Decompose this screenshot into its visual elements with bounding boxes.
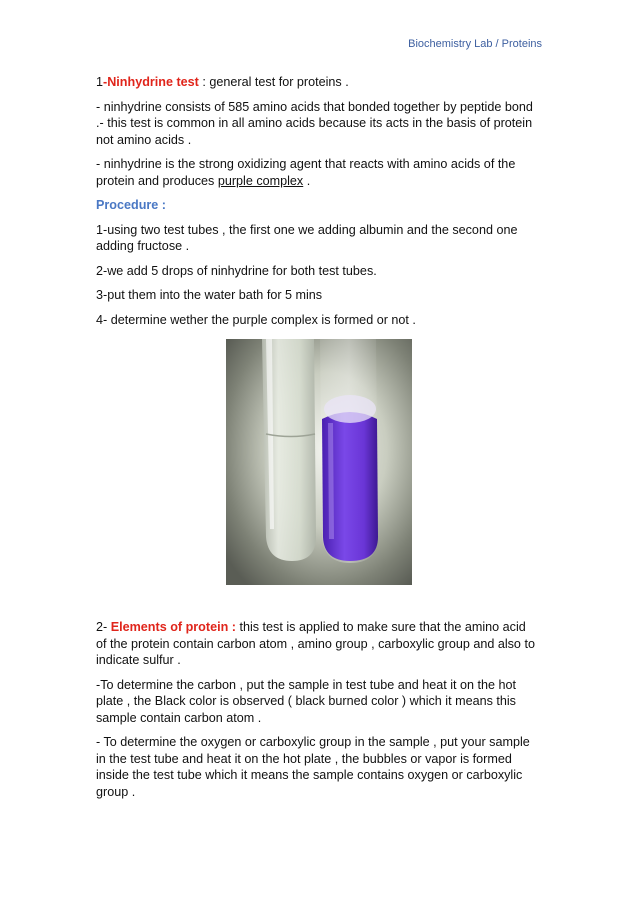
section-1 bbox=[96, 74, 536, 336]
paragraph bbox=[96, 156, 536, 189]
section-2-heading bbox=[96, 619, 536, 669]
section-2 bbox=[96, 619, 536, 808]
text: - ninhydrine is the strong oxidizing agent that reacts with amino acids of the protein and produces bbox=[96, 157, 516, 188]
section-1-heading bbox=[96, 74, 536, 91]
procedure-step: 2-we add 5 drops of ninhydrine for both test tubes. bbox=[96, 263, 377, 278]
section-title: -Ninhydrine test bbox=[103, 75, 199, 89]
procedure-title: Procedure : bbox=[96, 198, 166, 212]
procedure-step: 1-using two test tubes , the first one we adding albumin and the second one adding fructose . bbox=[96, 222, 518, 253]
underlined-term: purple complex bbox=[217, 173, 304, 188]
procedure-step: 4- determine wether the purple complex is formed or not . bbox=[96, 312, 416, 327]
section-title-rest: this test is applied to make sure that the amino acid of the protein contain carbon atom , amino group , carboxylic group and also to indicate sulfur . bbox=[96, 620, 535, 667]
paragraph: - ninhydrine consists of 585 amino acids that bonded together by peptide bond .- this test is common in all amino acids because its acts in the basis of protein not amino acids . bbox=[96, 99, 533, 147]
test-tubes-photo bbox=[226, 339, 412, 585]
page-header: Biochemistry Lab / Proteins bbox=[408, 38, 542, 50]
section-number: 1 bbox=[96, 75, 104, 89]
section-title: Elements of protein : bbox=[110, 620, 236, 634]
text: . bbox=[303, 173, 311, 188]
test-tubes-image bbox=[226, 339, 412, 585]
paragraph: - To determine the oxygen or carboxylic group in the sample , put your sample in the test tube and heat it on the hot plate , the bubbles or vapor is formed inside the test tube which it means the sample contains oxygen or carboxylic group . bbox=[96, 735, 530, 799]
paragraph: -To determine the carbon , put the sample in test tube and heat it on the hot plate , the Black color is observed ( black burned color ) which it means this sample contain carbon atom . bbox=[96, 677, 517, 725]
procedure-step: 3-put them into the water bath for 5 mins bbox=[96, 288, 323, 302]
section-title-rest: : general test for proteins . bbox=[198, 75, 349, 89]
section-number: 2- bbox=[96, 620, 111, 634]
